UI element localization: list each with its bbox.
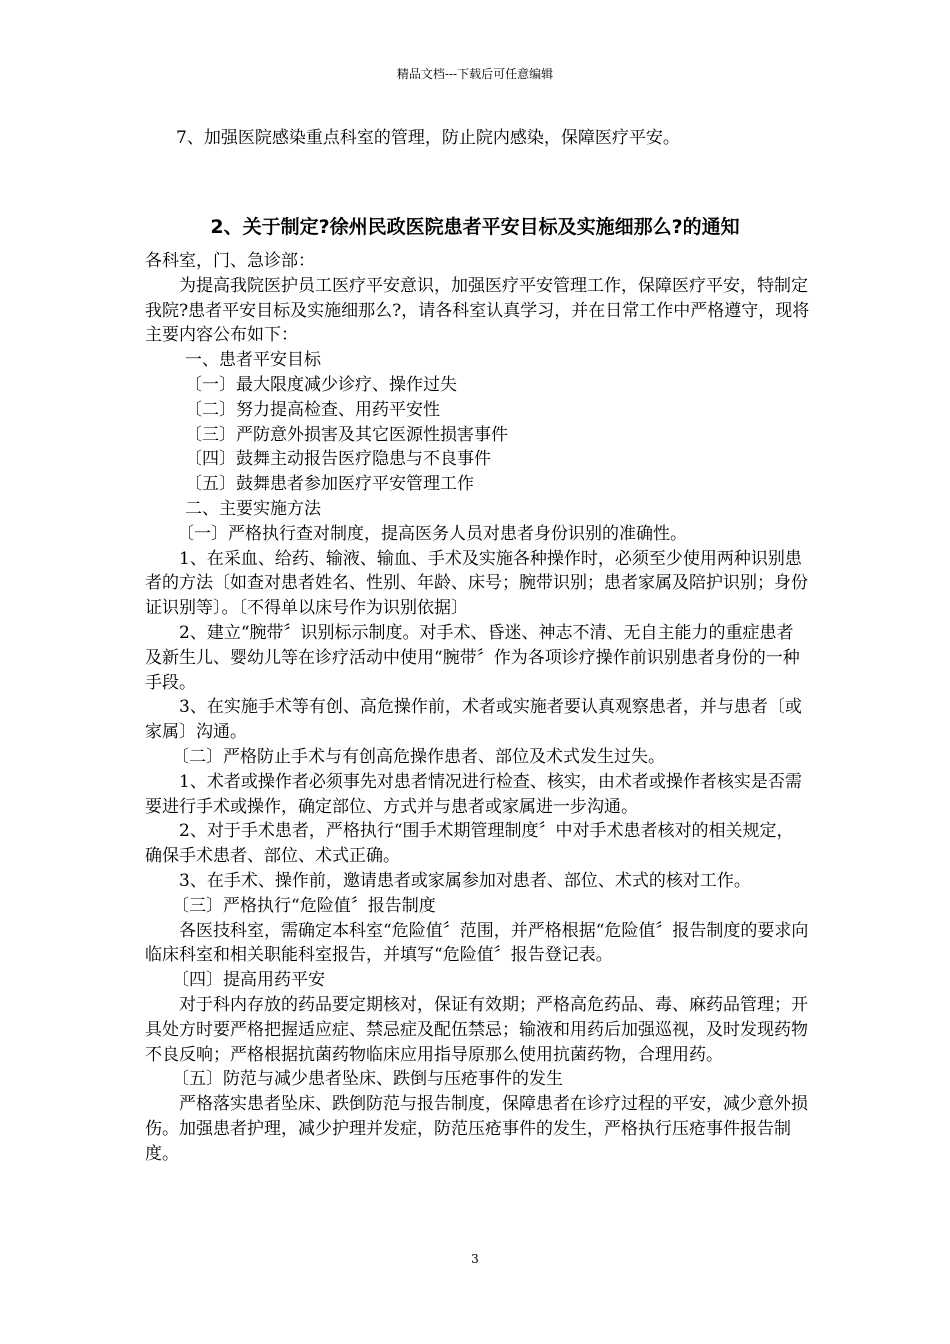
goal-item-2: 〔二〕努力提高检查、用药平安性 — [185, 399, 440, 420]
method-4-text: 对于科内存放的药品要定期核对，保证有效期；严格高危药品、毒、麻药品管理；开具处方时要严格把握适应症、禁忌症及配伍禁忌；输液和用药后加强巡视，及时发现药物不良反响；严格根据抗菌药物临床应用指导原那么使用抗菌药物，合理用药。 — [145, 994, 808, 1065]
method-heading-4: 〔四〕提高用药平安 — [172, 970, 325, 991]
goal-item-3: 〔三〕严防意外损害及其它医源性损害事件 — [185, 424, 508, 445]
notice-body — [145, 249, 810, 1166]
method-heading-3: 〔三〕严格执行“危险值〞报告制度 — [172, 895, 436, 916]
method-2-point-2: 2、对于手术患者，严格执行“围手术期管理制度〞中对手术患者核对的相关规定，确保手术患者、部位、术式正确。 — [145, 821, 794, 867]
section-title: 2、关于制定?徐州民政医院患者平安目标及实施细那么?的通知 — [210, 216, 740, 238]
method-1-point-2: 2、建立“腕带〞识别标示制度。对手术、昏迷、神志不清、无自主能力的重症患者及新生儿、婴幼儿等在诊疗活动中使用“腕带〞作为各项诊疗操作前识别患者身份的一种手段。 — [145, 622, 800, 693]
heading-implementation-methods: 二、主要实施方法 — [185, 498, 321, 519]
method-heading-1: 〔一〕严格执行查对制度，提高医务人员对患者身份识别的准确性。 — [177, 523, 687, 544]
method-heading-2: 〔二〕严格防止手术与有创高危操作患者、部位及术式发生过失。 — [172, 746, 665, 767]
method-1-point-1: 1、在采血、给药、输液、输血、手术及实施各种操作时，必须至少使用两种识别患者的方法〔如查对患者姓名、性别、年龄、床号；腕带识别；患者家属及陪护识别；身份证识别等〕。〔不得单以床号作为识别依据〕 — [145, 548, 808, 619]
method-2-point-1: 1、术者或操作者必须事先对患者情况进行检查、核实，由术者或操作者核实是否需要进行手术或操作，确定部位、方式并与患者或家属进一步沟通。 — [145, 771, 802, 817]
method-2-point-3: 3、在手术、操作前，邀请患者或家属参加对患者、部位、术式的核对工作。 — [179, 870, 751, 891]
goal-item-5: 〔五〕鼓舞患者参加医疗平安管理工作 — [185, 474, 474, 495]
method-3-text: 各医技科室，需确定本科室“危险值〞范围，并严格根据“危险值〞报告制度的要求向临床科室和相关职能科室报告，并填写“危险值〞报告登记表。 — [145, 920, 809, 966]
intro-paragraph: 为提高我院医护员工医疗平安意识，加强医疗平安管理工作，保障医疗平安，特制定我院?患者平安目标及实施细那么?，请各科室认真学习，并在日常工作中严格遵守，现将主要内容公布如下： — [145, 275, 810, 346]
heading-patient-safety-goals: 一、患者平安目标 — [185, 350, 321, 371]
salutation: 各科室，门、急诊部： — [145, 251, 315, 271]
method-1-point-3: 3、在实施手术等有创、高危操作前，术者或实施者要认真观察患者，并与患者〔或家属〕沟通。 — [145, 697, 802, 743]
page-header-note: 精品文档---下载后可任意编辑 — [396, 67, 554, 81]
goal-item-4: 〔四〕鼓舞主动报告医疗隐患与不良事件 — [185, 449, 491, 470]
goal-item-1: 〔一〕最大限度减少诊疗、操作过失 — [185, 374, 457, 395]
method-5-text: 严格落实患者坠床、跌倒防范与报告制度，保障患者在诊疗过程的平安，减少意外损伤。加强患者护理，减少护理并发症，防范压疮事件的发生，严格执行压疮事件报告制度。 — [145, 1094, 808, 1164]
page-number: 3 — [471, 1252, 479, 1266]
method-heading-5: 〔五〕防范与减少患者坠床、跌倒与压疮事件的发生 — [172, 1069, 563, 1090]
previous-list-item: 7、加强医院感染重点科室的管理，防止院内感染，保障医疗平安。 — [176, 128, 680, 148]
